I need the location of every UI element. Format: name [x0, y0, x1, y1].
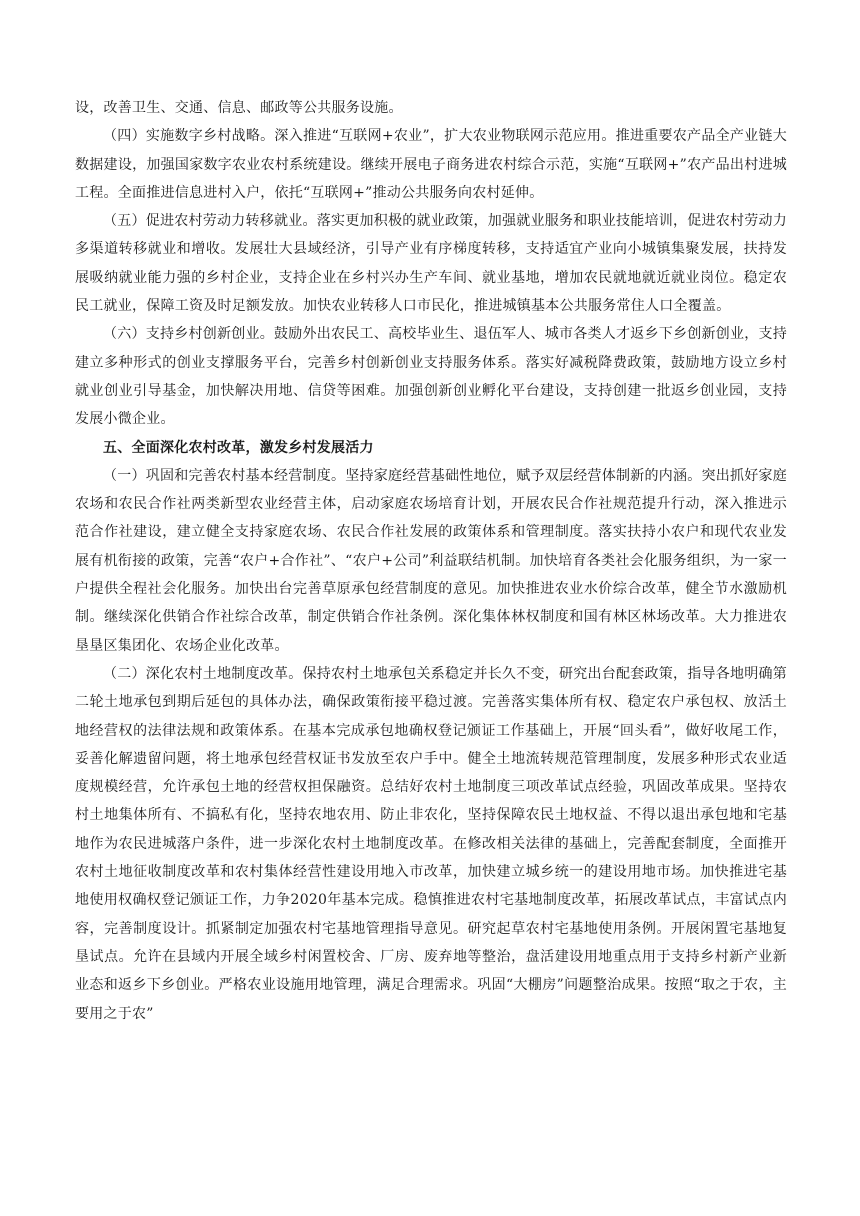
paragraph-continuation: 设，改善卫生、交通、信息、邮政等公共服务设施。	[75, 100, 403, 116]
paragraph-rural-entrepreneurship: （六）支持乡村创新创业。鼓励外出农民工、高校毕业生、退伍军人、城市各类人才返乡下乡创新创业，支持建立多种形式的创业支撑服务平台，完善乡村创新创业支持服务体系。落实好减税降费政策，鼓励地方设立乡村就业创业引导基金，加快解决用地、信贷等困难。加强创新创业孵化平台建设，支持创建一批返乡创业园，支持发展小微企业。	[75, 326, 787, 428]
paragraph-digital-village: （四）实施数字乡村战略。深入推进“互联网+农业”，扩大农业物联网示范应用。推进重要农产品全产业链大数据建设，加强国家数字农业农村系统建设。继续开展电子商务进农村综合示范，实施“互联网+”农产品出村进城工程。全面推进信息进村入户，依托“互联网+”推动公共服务向农村延伸。	[75, 128, 787, 201]
paragraph-labor-transfer: （五）促进农村劳动力转移就业。落实更加积极的就业政策，加强就业服务和职业技能培训，促进农村劳动力多渠道转移就业和增收。发展壮大县域经济，引导产业有序梯度转移，支持适宜产业向小城镇集聚发展，扶持发展吸纳就业能力强的乡村企业，支持企业在乡村兴办生产车间、就业基地，增加农民就地就近就业岗位。稳定农民工就业，保障工资及时足额发放。加快农业转移人口市民化，推进城镇基本公共服务常住人口全覆盖。	[75, 213, 787, 315]
section-heading: 五、全面深化农村改革，激发乡村发展活力	[103, 439, 374, 456]
paragraph-land-reform: （二）深化农村土地制度改革。保持农村土地承包关系稳定并长久不变，研究出台配套政策，指导各地明确第二轮土地承包到期后延包的具体办法，确保政策衔接平稳过渡。完善落实集体所有权、稳定农户承包权、放活土地经营权的法律法规和政策体系。在基本完成承包地确权登记颁证工作基础上，开展“回头看”，做好收尾工作，妥善化解遗留问题，将土地承包经营权证书发放至农户手中。健全土地流转规范管理制度，发展多种形式农业适度规模经营，允许承包土地的经营权担保融资。总结好农村土地制度三项改革试点经验，巩固改革成果。坚持农村土地集体所有、不搞私有化，坚持农地农用、防止非农化，坚持保障农民土地权益、不得以退出承包地和宅基地作为农民进城落户条件，进一步深化农村土地制度改革。在修改相关法律的基础上，完善配套制度，全面推开农村土地征收制度改革和农村集体经营性建设用地入市改革，加快建立城乡统一的建设用地市场。加快推进宅基地使用权确权登记颁证工作，力争2020年基本完成。稳慎推进农村宅基地制度改革，拓展改革试点，丰富试点内容，完善制度设计。抓紧制定加强农村宅基地管理指导意见。研究起草农村宅基地使用条例。开展闲置宅基地复垦试点。允许在县域内开展全域乡村闲置校舍、厂房、废弃地等整治，盘活建设用地重点用于支持乡村新产业新业态和返乡下乡创业。严格农业设施用地管理，满足合理需求。巩固“大棚房”问题整治成果。按照“取之于农，主要用之于农”	[75, 665, 787, 1022]
document-body	[75, 94, 787, 1028]
paragraph-basic-management-system: （一）巩固和完善农村基本经营制度。坚持家庭经营基础性地位，赋予双层经营体制新的内涵。突出抓好家庭农场和农民合作社两类新型农业经营主体，启动家庭农场培育计划，开展农民合作社规范提升行动，深入推进示范合作社建设，建立健全支持家庭农场、农民合作社发展的政策体系和管理制度。落实扶持小农户和现代农业发展有机衔接的政策，完善“农户+合作社”、“农户+公司”利益联结机制。加快培育各类社会化服务组织，为一家一户提供全程社会化服务。加快出台完善草原承包经营制度的意见。加快推进农业水价综合改革，健全节水激励机制。继续深化供销合作社综合改革，制定供销合作社条例。深化集体林权制度和国有林区林场改革。大力推进农垦垦区集团化、农场企业化改革。	[75, 467, 787, 654]
